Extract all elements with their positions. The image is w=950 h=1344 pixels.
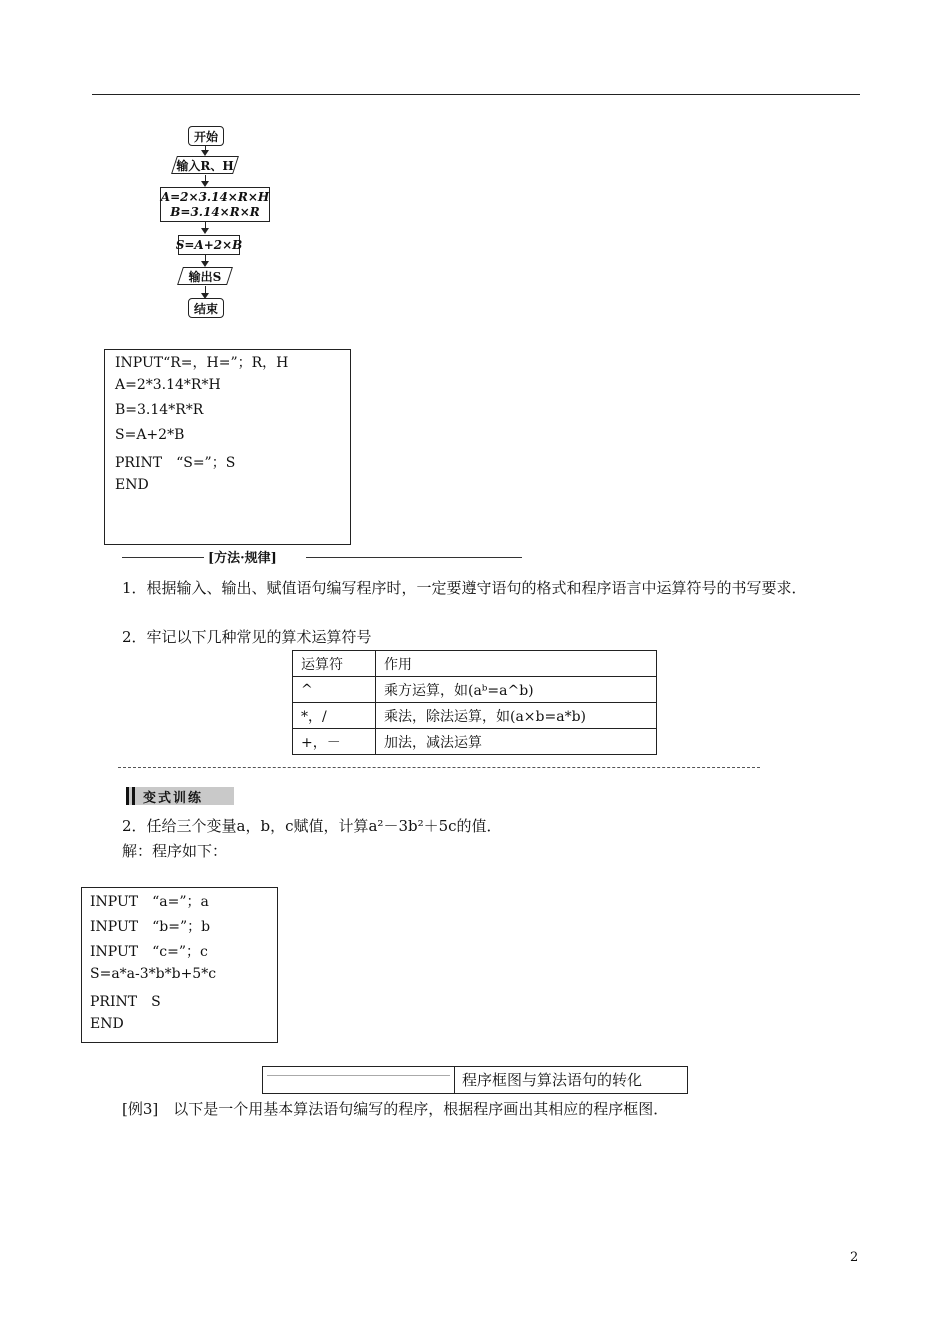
code-line: S=A+2*B [115,427,185,443]
table-cell: 乘方运算，如(aᵇ=a^b) [376,677,657,703]
code-line: PRINT “S=”；S [115,455,236,471]
section-divider [118,767,760,768]
table-cell: ^ [293,677,376,703]
code-line: END [115,477,149,493]
table-row [293,703,657,729]
flowchart-compute: S=A+2×B [178,235,240,255]
header-rule [92,94,860,95]
section-heading-box [262,1066,688,1094]
operators-table [292,650,657,755]
code-line: INPUT “b=”；b [90,919,211,935]
flowchart-start: 开始 [188,126,224,146]
table-cell: 加法，减法运算 [376,729,657,755]
flowchart-output-label: 输出S [188,269,222,284]
section-heading-left [263,1067,455,1093]
flowchart-input [174,156,236,174]
method-point-1: 1．根据输入、输出、赋值语句编写程序时，一定要遵守语句的格式和程序语言中运算符号的书写要求． [122,579,807,597]
code-line: INPUT “a=”；a [90,894,209,910]
example-3-text: [例3] 以下是一个用基本算法语句编写的程序，根据程序画出其相应的程序框图． [122,1100,669,1118]
program-box-1 [104,349,351,545]
code-line: S=a*a-3*b*b+5*c [90,966,217,982]
flowchart-input-label: 输入R、H [176,158,234,173]
code-line: A=2*3.14*R*H [115,377,221,393]
code-line: END [90,1016,124,1032]
practice-problem: 2．任给三个变量a，b，c赋值，计算a²－3b²＋5c的值． [122,817,502,835]
method-point-2: 2．牢记以下几种常见的算术运算符号 [122,628,372,646]
code-line: INPUT“R=，H=”；R，H [115,355,289,371]
method-dash-right [306,557,522,558]
table-header-cell: 运算符 [293,651,376,677]
flowchart-output [180,267,230,285]
table-row [293,729,657,755]
table-cell: 乘法，除法运算，如(a×b=a*b) [376,703,657,729]
page-number: 2 [850,1250,859,1265]
section-title: 程序框图与算法语句的转化 [462,1071,643,1089]
table-row [293,677,657,703]
process-line-2: B=3.14×R×R [170,204,260,219]
practice-badge-label: 变式训练 [143,790,204,806]
table-row [293,651,657,677]
method-title: [方法·规律] [208,551,277,566]
code-line: INPUT “c=”；c [90,944,208,960]
code-line: B=3.14*R*R [115,402,204,418]
practice-badge [126,787,234,805]
process-line-1: A=2×3.14×R×H [160,189,270,204]
code-line: PRINT S [90,994,161,1010]
table-header-cell: 作用 [376,651,657,677]
flowchart-end: 结束 [188,298,224,318]
solution-intro: 解：程序如下： [122,842,228,860]
method-dash-left [122,557,204,558]
table-cell: *，/ [293,703,376,729]
table-cell: +，－ [293,729,376,755]
program-box-2 [81,887,278,1043]
flow-arrow [201,228,209,234]
flowchart-process [160,187,270,222]
